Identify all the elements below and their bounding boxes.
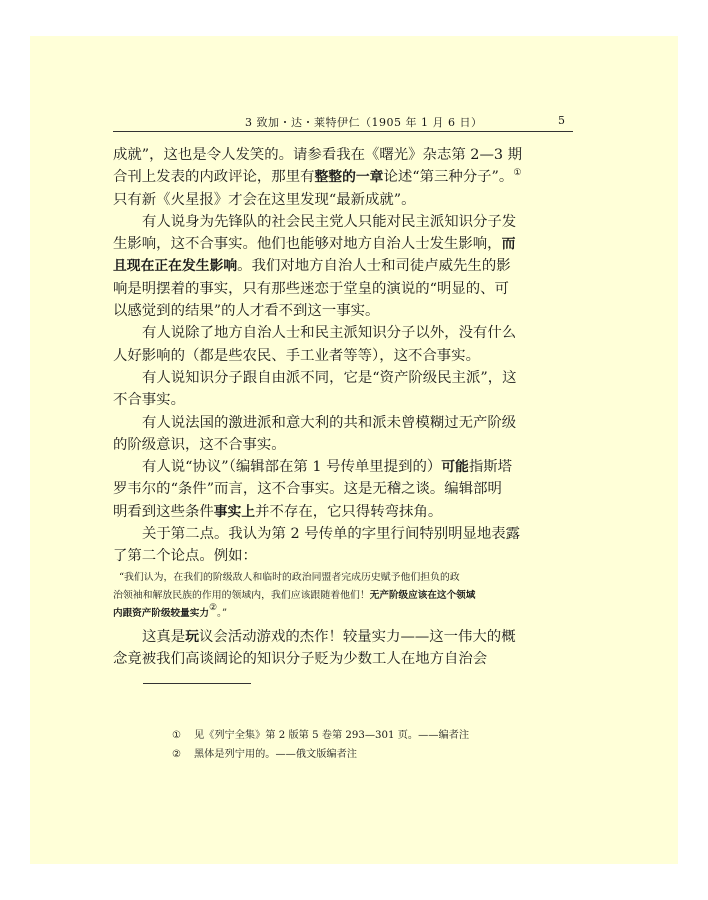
emphasis-text: 可能 xyxy=(441,459,469,476)
page-number: 5 xyxy=(558,114,565,127)
text-line: 了第二个论点。例如： xyxy=(113,548,257,565)
text-line: 关于第二点。我认为第 2 号传单的字里行间特别明显地表露 xyxy=(142,526,521,543)
footnote-ref[interactable]: ① xyxy=(513,168,522,179)
emphasis-text: 内跟资产阶级较量实力 xyxy=(113,607,209,619)
text-line: 只有新《火星报》才会在这里发现“最新成就”。 xyxy=(113,191,416,208)
text-line: 人好影响的（都是些农民、手工业者等等），这不合事实。 xyxy=(113,347,480,364)
footnotes xyxy=(172,726,469,764)
text-line: 以感觉到的结果”的人才看不到这一事实。 xyxy=(113,303,380,320)
emphasis-text: 无产阶级应该在这个领域 xyxy=(369,589,476,601)
text-line: 有人说知识分子跟自由派不同，它是“资产阶级民主派”，这 xyxy=(142,369,517,386)
footnote-text: 黑体是列宁用的。——俄文版编者注 xyxy=(194,749,357,760)
footnote-ref[interactable]: ② xyxy=(208,602,218,613)
text-span: 这真是 xyxy=(142,628,186,645)
footnote-mark: ① xyxy=(172,730,182,741)
text-line xyxy=(113,255,575,277)
header-title: 3 致加・达・莱特伊仁（1905 年 1 月 6 日） xyxy=(245,116,483,129)
text-span: 论述“第三种分子”。 xyxy=(383,169,514,186)
text-span: 。我们对地方自治人士和司徒卢威先生的影 xyxy=(237,258,511,275)
text-span: 有人说“协议”（编辑部在第 1 号传单里提到的） xyxy=(142,459,442,476)
footnote-mark: ② xyxy=(172,749,182,760)
footnote xyxy=(172,726,469,745)
footnote-text: 见《列宁全集》第 2 版第 5 卷第 293—301 页。——编者注 xyxy=(194,730,470,741)
text-span: 议会活动游戏的杰作！较量实力——这一伟大的概 xyxy=(198,628,516,645)
text-line: 的阶级意识，这不合事实。 xyxy=(113,436,286,453)
quote-line xyxy=(113,587,575,605)
text-span: 。” xyxy=(217,607,227,619)
text-line: 有人说身为先锋队的社会民主党人只能对民主派知识分子发 xyxy=(142,213,517,230)
text-span: 治领袖和解放民族的作用的领域内，我们应该跟随着他们！ xyxy=(113,589,370,601)
text-line: 不合事实。 xyxy=(113,392,185,409)
running-header xyxy=(113,113,573,132)
body-text xyxy=(113,144,575,670)
text-span: 明看到这些条件 xyxy=(113,503,214,520)
text-line xyxy=(113,501,575,523)
emphasis-text: 而 xyxy=(501,236,516,253)
text-line xyxy=(113,626,575,648)
text-line: 响是明摆着的事实，只有那些迷恋于堂皇的演说的“明显的、可 xyxy=(113,280,509,297)
text-line: 有人说法国的激进派和意大利的共和派未曾模糊过无产阶级 xyxy=(142,414,517,431)
text-span: 合刊上发表的内政评论，那里有 xyxy=(113,169,315,186)
quote-line xyxy=(113,602,575,623)
emphasis-text: 且现在正在发生影响 xyxy=(113,258,238,275)
text-line xyxy=(113,166,575,188)
footnote xyxy=(172,745,469,764)
text-span: 并不存在，它只得转弯抹角。 xyxy=(255,503,443,520)
text-span: 指斯塔 xyxy=(468,459,513,476)
text-line: 有人说除了地方自治人士和民主派知识分子以外，没有什么 xyxy=(142,325,517,342)
emphasis-text: 整整的一章 xyxy=(314,169,384,186)
text-line xyxy=(113,233,575,255)
text-line xyxy=(113,456,575,478)
footnote-divider xyxy=(143,683,251,684)
text-line: 成就”，这也是令人发笑的。请参看我在《曙光》杂志第 2—3 期 xyxy=(113,147,522,163)
emphasis-text: 玩 xyxy=(185,628,199,645)
block-quote xyxy=(113,569,575,623)
emphasis-text: 事实上 xyxy=(213,503,256,520)
text-line: 罗韦尔的“条件”而言，这不合事实。这是无稽之谈。编辑部明 xyxy=(113,481,502,498)
quote-line: “我们认为，在我们的阶级敌人和临时的政治同盟者完成历史赋予他们担负的政 xyxy=(119,571,460,583)
text-line: 念竟被我们高谈阔论的知识分子贬为少数工人在地方自治会 xyxy=(113,650,488,667)
text-span: 生影响，这不合事实。他们也能够对地方自治人士发生影响， xyxy=(113,236,502,253)
